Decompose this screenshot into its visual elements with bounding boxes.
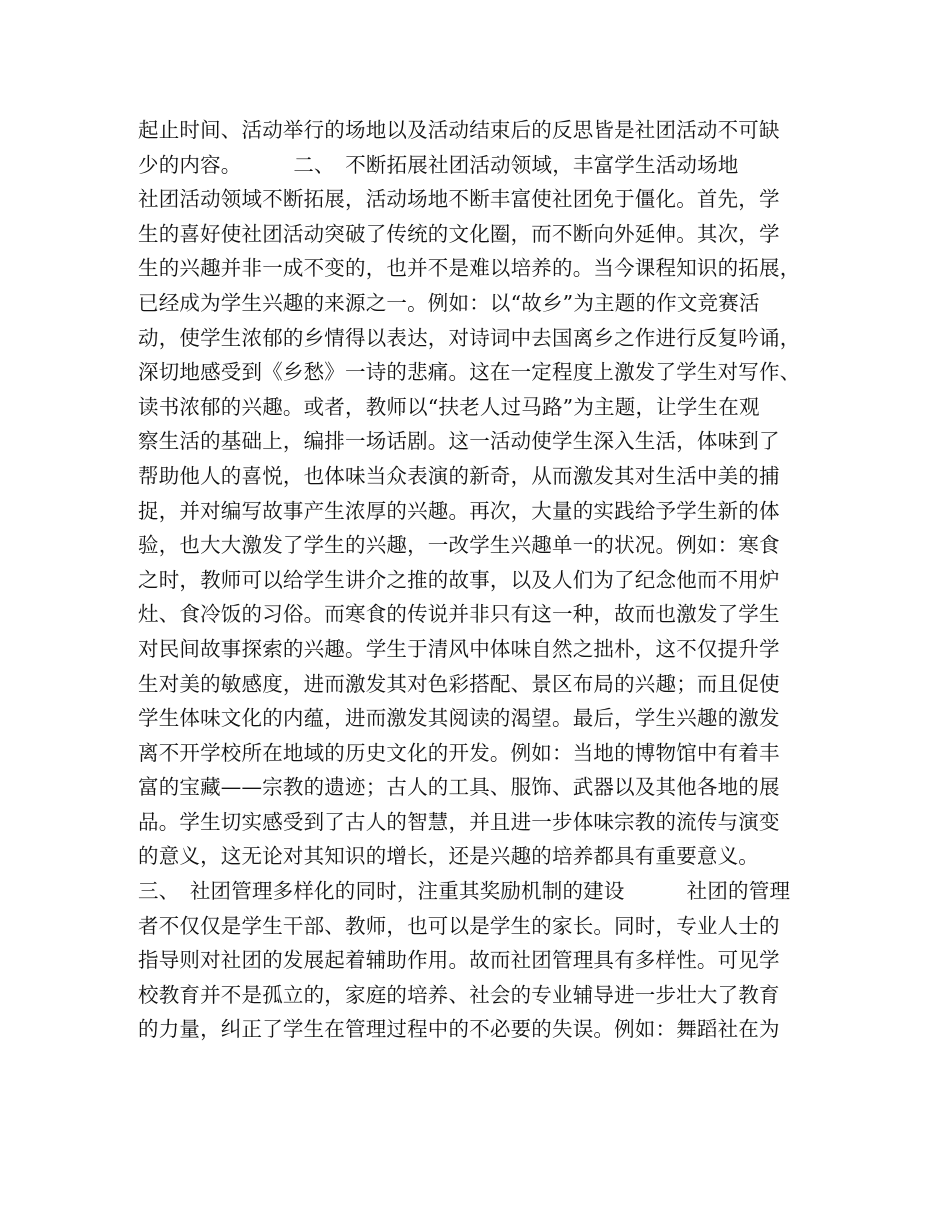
text-line: 少的内容。 二、 不断拓展社团活动领域，丰富学生活动场地: [138, 152, 739, 177]
text-line: 读书浓郁的兴趣。或者，教师以“扶老人过马路”为主题，让学生在观: [138, 394, 760, 419]
text-line: 校教育并不是孤立的，家庭的培养、社会的专业辅导进一步壮大了教育: [138, 982, 780, 1007]
text-line: 已经成为学生兴趣的来源之一。例如：以“故乡”为主题的作文竞赛活: [138, 290, 760, 315]
text-line: 捉，并对编写故事产生浓厚的兴趣。再次，大量的实践给予学生新的体: [138, 498, 780, 523]
text-line: 对民间故事探索的兴趣。学生于清风中体味自然之拙朴，这不仅提升学: [138, 636, 780, 661]
text-line: 起止时间、活动举行的场地以及活动结束后的反思皆是社团活动不可缺: [138, 118, 780, 142]
text-line: 三、 社团管理多样化的同时，注重其奖励机制的建设 社团的管理: [138, 879, 791, 904]
text-line: 灶、食冷饭的习俗。而寒食的传说并非只有这一种，故而也激发了学生: [138, 602, 780, 627]
text-line: 离不开学校所在地域的历史文化的开发。例如：当地的博物馆中有着丰: [138, 740, 780, 765]
body-text: [138, 113, 818, 1047]
text-line: 验，也大大激发了学生的兴趣，一改学生兴趣单一的状况。例如：寒食: [138, 533, 780, 558]
text-line: 察生活的基础上，编排一场话剧。这一活动使学生深入生活，体味到了: [138, 429, 780, 454]
text-line: 品。学生切实感受到了古人的智慧，并且进一步体味宗教的流传与演变: [138, 809, 780, 834]
text-line: 深切地感受到《乡愁》一诗的悲痛。这在一定程度上激发了学生对写作、: [138, 360, 801, 385]
text-line: 生的兴趣并非一成不变的，也并不是难以培养的。当今课程知识的拓展，: [138, 256, 801, 281]
text-line: 的意义，这无论对其知识的增长，还是兴趣的培养都具有重要意义。: [138, 844, 759, 869]
text-line: 社团活动领域不断拓展，活动场地不断丰富使社团免于僵化。首先，学: [138, 187, 780, 212]
text-line: 富的宝藏——宗教的遗迹；古人的工具、服饰、武器以及其他各地的展: [138, 775, 780, 800]
text-line: 学生体味文化的内蕴，进而激发其阅读的渴望。最后，学生兴趣的激发: [138, 706, 780, 731]
text-line: 指导则对社团的发展起着辅助作用。故而社团管理具有多样性。可见学: [138, 948, 780, 973]
text-line: 者不仅仅是学生干部、教师，也可以是学生的家长。同时，专业人士的: [138, 913, 780, 938]
text-line: 生的喜好使社团活动突破了传统的文化圈，而不断向外延伸。其次，学: [138, 221, 780, 246]
text-line: 帮助他人的喜悦，也体味当众表演的新奇，从而激发其对生活中美的捕: [138, 463, 780, 488]
text-line: 的力量，纠正了学生在管理过程中的不必要的失误。例如：舞蹈社在为: [138, 1017, 780, 1042]
text-line: 之时，教师可以给学生讲介之推的故事，以及人们为了纪念他而不用炉: [138, 567, 780, 592]
text-line: 生对美的敏感度，进而激发其对色彩搭配、景区布局的兴趣；而且促使: [138, 671, 780, 696]
text-line: 动，使学生浓郁的乡情得以表达，对诗词中去国离乡之作进行反复吟诵，: [138, 325, 801, 350]
